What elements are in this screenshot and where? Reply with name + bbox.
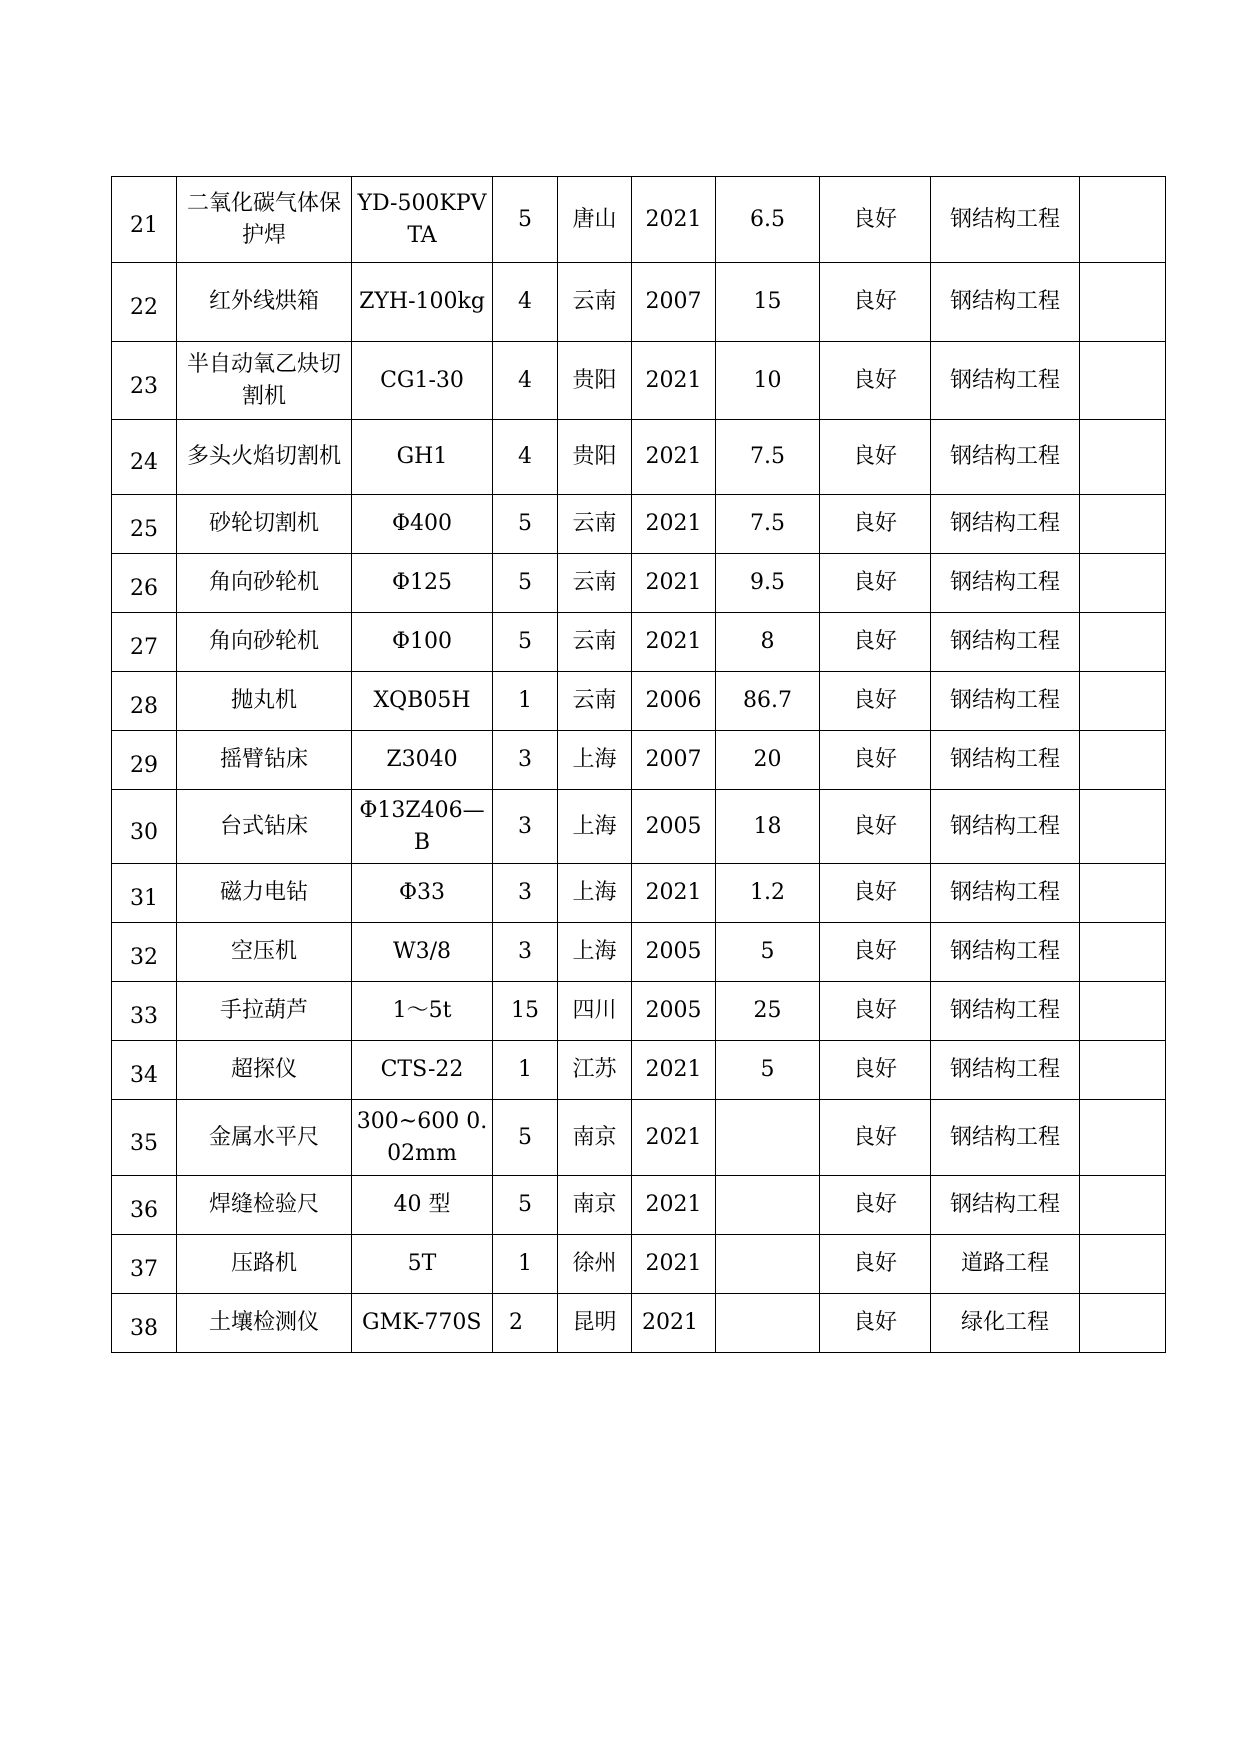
- equipment-origin: 昆明: [558, 1294, 632, 1353]
- equipment-condition: 良好: [820, 1041, 931, 1100]
- row-number: 38: [112, 1294, 177, 1353]
- equipment-name: 抛丸机: [177, 672, 352, 731]
- equipment-name: 超探仪: [177, 1041, 352, 1100]
- equipment-name: 台式钻床: [177, 790, 352, 864]
- equipment-condition: 良好: [820, 790, 931, 864]
- equipment-quantity: 1: [493, 1235, 558, 1294]
- equipment-remark: [1080, 495, 1166, 554]
- equipment-name: 压路机: [177, 1235, 352, 1294]
- equipment-remark: [1080, 790, 1166, 864]
- equipment-year: 2021: [632, 864, 716, 923]
- row-number: 27: [112, 613, 177, 672]
- equipment-remark: [1080, 1235, 1166, 1294]
- row-number: 29: [112, 731, 177, 790]
- equipment-model: Φ13Z406—B: [352, 790, 493, 864]
- equipment-origin: 南京: [558, 1176, 632, 1235]
- equipment-condition: 良好: [820, 672, 931, 731]
- equipment-name: 焊缝检验尺: [177, 1176, 352, 1235]
- equipment-year: 2006: [632, 672, 716, 731]
- table-row: [112, 1041, 1166, 1100]
- equipment-condition: 良好: [820, 420, 931, 495]
- row-number: 30: [112, 790, 177, 864]
- equipment-usage: 钢结构工程: [931, 495, 1080, 554]
- equipment-origin: 云南: [558, 495, 632, 554]
- equipment-usage: 钢结构工程: [931, 342, 1080, 420]
- equipment-usage: 钢结构工程: [931, 1176, 1080, 1235]
- equipment-power: 6.5: [716, 177, 820, 263]
- table-row: [112, 790, 1166, 864]
- row-number: 37: [112, 1235, 177, 1294]
- equipment-year: 2005: [632, 790, 716, 864]
- table-row: [112, 672, 1166, 731]
- equipment-name: 红外线烘箱: [177, 263, 352, 342]
- equipment-origin: 唐山: [558, 177, 632, 263]
- row-number: 36: [112, 1176, 177, 1235]
- table-row: [112, 420, 1166, 495]
- equipment-year: 2021: [632, 554, 716, 613]
- equipment-power: 15: [716, 263, 820, 342]
- table-row: [112, 177, 1166, 263]
- equipment-model: GMK-770S: [352, 1294, 493, 1353]
- equipment-quantity: 1: [493, 1041, 558, 1100]
- equipment-usage: 钢结构工程: [931, 177, 1080, 263]
- equipment-condition: 良好: [820, 864, 931, 923]
- equipment-year: 2021: [632, 420, 716, 495]
- equipment-name: 砂轮切割机: [177, 495, 352, 554]
- equipment-usage: 钢结构工程: [931, 672, 1080, 731]
- equipment-quantity: 5: [493, 1176, 558, 1235]
- equipment-condition: 良好: [820, 613, 931, 672]
- equipment-year: 2005: [632, 923, 716, 982]
- equipment-power: 5: [716, 1041, 820, 1100]
- equipment-model: Z3040: [352, 731, 493, 790]
- equipment-power: [716, 1100, 820, 1176]
- equipment-origin: 上海: [558, 864, 632, 923]
- equipment-name: 摇臂钻床: [177, 731, 352, 790]
- equipment-remark: [1080, 554, 1166, 613]
- equipment-name: 二氧化碳气体保护焊: [177, 177, 352, 263]
- table-row: [112, 1100, 1166, 1176]
- equipment-name: 半自动氧乙炔切割机: [177, 342, 352, 420]
- equipment-quantity: 5: [493, 1100, 558, 1176]
- equipment-origin: 徐州: [558, 1235, 632, 1294]
- equipment-condition: 良好: [820, 1294, 931, 1353]
- equipment-year: 2021: [632, 1041, 716, 1100]
- equipment-power: [716, 1294, 820, 1353]
- equipment-origin: 云南: [558, 672, 632, 731]
- equipment-condition: 良好: [820, 923, 931, 982]
- equipment-usage: 钢结构工程: [931, 731, 1080, 790]
- equipment-power: 7.5: [716, 495, 820, 554]
- equipment-condition: 良好: [820, 554, 931, 613]
- table-row: [112, 1294, 1166, 1353]
- equipment-model: Φ100: [352, 613, 493, 672]
- row-number: 21: [112, 177, 177, 263]
- equipment-remark: [1080, 1294, 1166, 1353]
- equipment-usage: 钢结构工程: [931, 1041, 1080, 1100]
- equipment-quantity: 15: [493, 982, 558, 1041]
- equipment-power: 18: [716, 790, 820, 864]
- table-row: [112, 554, 1166, 613]
- equipment-model: 300~600 0.02mm: [352, 1100, 493, 1176]
- equipment-quantity: 4: [493, 420, 558, 495]
- equipment-usage: 钢结构工程: [931, 790, 1080, 864]
- equipment-quantity: 5: [493, 613, 558, 672]
- equipment-remark: [1080, 982, 1166, 1041]
- equipment-origin: 南京: [558, 1100, 632, 1176]
- equipment-usage: 钢结构工程: [931, 420, 1080, 495]
- equipment-usage: 钢结构工程: [931, 554, 1080, 613]
- equipment-year: 2021: [632, 613, 716, 672]
- equipment-year: 2021: [632, 1176, 716, 1235]
- equipment-remark: [1080, 1176, 1166, 1235]
- table-row: [112, 731, 1166, 790]
- equipment-name: 手拉葫芦: [177, 982, 352, 1041]
- equipment-usage: 钢结构工程: [931, 982, 1080, 1041]
- equipment-model: 1～5t: [352, 982, 493, 1041]
- equipment-origin: 贵阳: [558, 342, 632, 420]
- equipment-power: [716, 1235, 820, 1294]
- equipment-year: 2005: [632, 982, 716, 1041]
- equipment-name: 磁力电钻: [177, 864, 352, 923]
- equipment-condition: 良好: [820, 495, 931, 554]
- equipment-remark: [1080, 263, 1166, 342]
- equipment-remark: [1080, 1041, 1166, 1100]
- table-row: [112, 1176, 1166, 1235]
- equipment-quantity: 4: [493, 342, 558, 420]
- equipment-quantity: 2: [493, 1294, 558, 1353]
- equipment-remark: [1080, 923, 1166, 982]
- equipment-usage: 钢结构工程: [931, 263, 1080, 342]
- equipment-power: 86.7: [716, 672, 820, 731]
- equipment-condition: 良好: [820, 1176, 931, 1235]
- equipment-quantity: 5: [493, 554, 558, 613]
- equipment-name: 角向砂轮机: [177, 554, 352, 613]
- row-number: 28: [112, 672, 177, 731]
- equipment-model: W3/8: [352, 923, 493, 982]
- equipment-remark: [1080, 613, 1166, 672]
- table-row: [112, 982, 1166, 1041]
- equipment-quantity: 5: [493, 495, 558, 554]
- equipment-model: Φ33: [352, 864, 493, 923]
- equipment-table: [111, 176, 1166, 1353]
- equipment-power: 1.2: [716, 864, 820, 923]
- equipment-remark: [1080, 864, 1166, 923]
- equipment-model: CTS-22: [352, 1041, 493, 1100]
- row-number: 35: [112, 1100, 177, 1176]
- equipment-origin: 云南: [558, 554, 632, 613]
- equipment-remark: [1080, 177, 1166, 263]
- equipment-origin: 云南: [558, 263, 632, 342]
- equipment-model: XQB05H: [352, 672, 493, 731]
- equipment-power: 7.5: [716, 420, 820, 495]
- equipment-remark: [1080, 1100, 1166, 1176]
- equipment-quantity: 5: [493, 177, 558, 263]
- equipment-year: 2021: [632, 342, 716, 420]
- equipment-usage: 钢结构工程: [931, 1100, 1080, 1176]
- equipment-name: 土壤检测仪: [177, 1294, 352, 1353]
- equipment-name: 多头火焰切割机: [177, 420, 352, 495]
- equipment-quantity: 3: [493, 923, 558, 982]
- equipment-year: 2021: [632, 1100, 716, 1176]
- equipment-year: 2021: [632, 177, 716, 263]
- equipment-year: 2021: [632, 1294, 716, 1353]
- equipment-origin: 上海: [558, 731, 632, 790]
- equipment-condition: 良好: [820, 1100, 931, 1176]
- equipment-usage: 钢结构工程: [931, 923, 1080, 982]
- equipment-name: 金属水平尺: [177, 1100, 352, 1176]
- table-row: [112, 864, 1166, 923]
- row-number: 23: [112, 342, 177, 420]
- equipment-remark: [1080, 342, 1166, 420]
- equipment-model: 5T: [352, 1235, 493, 1294]
- equipment-year: 2021: [632, 1235, 716, 1294]
- equipment-origin: 四川: [558, 982, 632, 1041]
- equipment-name: 空压机: [177, 923, 352, 982]
- equipment-power: 25: [716, 982, 820, 1041]
- equipment-quantity: 1: [493, 672, 558, 731]
- equipment-condition: 良好: [820, 1235, 931, 1294]
- row-number: 25: [112, 495, 177, 554]
- equipment-remark: [1080, 420, 1166, 495]
- equipment-table-body: [112, 177, 1166, 1353]
- equipment-usage: 钢结构工程: [931, 864, 1080, 923]
- row-number: 26: [112, 554, 177, 613]
- row-number: 34: [112, 1041, 177, 1100]
- row-number: 33: [112, 982, 177, 1041]
- equipment-model: YD-500KPVTA: [352, 177, 493, 263]
- equipment-origin: 上海: [558, 923, 632, 982]
- equipment-model: 40 型: [352, 1176, 493, 1235]
- equipment-usage: 钢结构工程: [931, 613, 1080, 672]
- equipment-model: Φ400: [352, 495, 493, 554]
- table-row: [112, 495, 1166, 554]
- equipment-origin: 云南: [558, 613, 632, 672]
- equipment-model: CG1-30: [352, 342, 493, 420]
- equipment-usage: 道路工程: [931, 1235, 1080, 1294]
- equipment-quantity: 4: [493, 263, 558, 342]
- equipment-remark: [1080, 731, 1166, 790]
- table-row: [112, 342, 1166, 420]
- equipment-remark: [1080, 672, 1166, 731]
- equipment-condition: 良好: [820, 263, 931, 342]
- equipment-name: 角向砂轮机: [177, 613, 352, 672]
- equipment-model: Φ125: [352, 554, 493, 613]
- table-row: [112, 923, 1166, 982]
- row-number: 31: [112, 864, 177, 923]
- equipment-model: GH1: [352, 420, 493, 495]
- equipment-quantity: 3: [493, 731, 558, 790]
- equipment-power: 8: [716, 613, 820, 672]
- table-row: [112, 1235, 1166, 1294]
- equipment-condition: 良好: [820, 177, 931, 263]
- row-number: 24: [112, 420, 177, 495]
- equipment-power: 10: [716, 342, 820, 420]
- equipment-year: 2007: [632, 731, 716, 790]
- row-number: 22: [112, 263, 177, 342]
- equipment-year: 2007: [632, 263, 716, 342]
- equipment-condition: 良好: [820, 342, 931, 420]
- equipment-condition: 良好: [820, 731, 931, 790]
- equipment-power: 9.5: [716, 554, 820, 613]
- equipment-origin: 江苏: [558, 1041, 632, 1100]
- equipment-origin: 贵阳: [558, 420, 632, 495]
- equipment-power: 5: [716, 923, 820, 982]
- equipment-usage: 绿化工程: [931, 1294, 1080, 1353]
- row-number: 32: [112, 923, 177, 982]
- equipment-year: 2021: [632, 495, 716, 554]
- equipment-quantity: 3: [493, 864, 558, 923]
- equipment-power: 20: [716, 731, 820, 790]
- table-row: [112, 263, 1166, 342]
- equipment-model: ZYH-100kg: [352, 263, 493, 342]
- equipment-quantity: 3: [493, 790, 558, 864]
- equipment-origin: 上海: [558, 790, 632, 864]
- equipment-power: [716, 1176, 820, 1235]
- equipment-condition: 良好: [820, 982, 931, 1041]
- table-row: [112, 613, 1166, 672]
